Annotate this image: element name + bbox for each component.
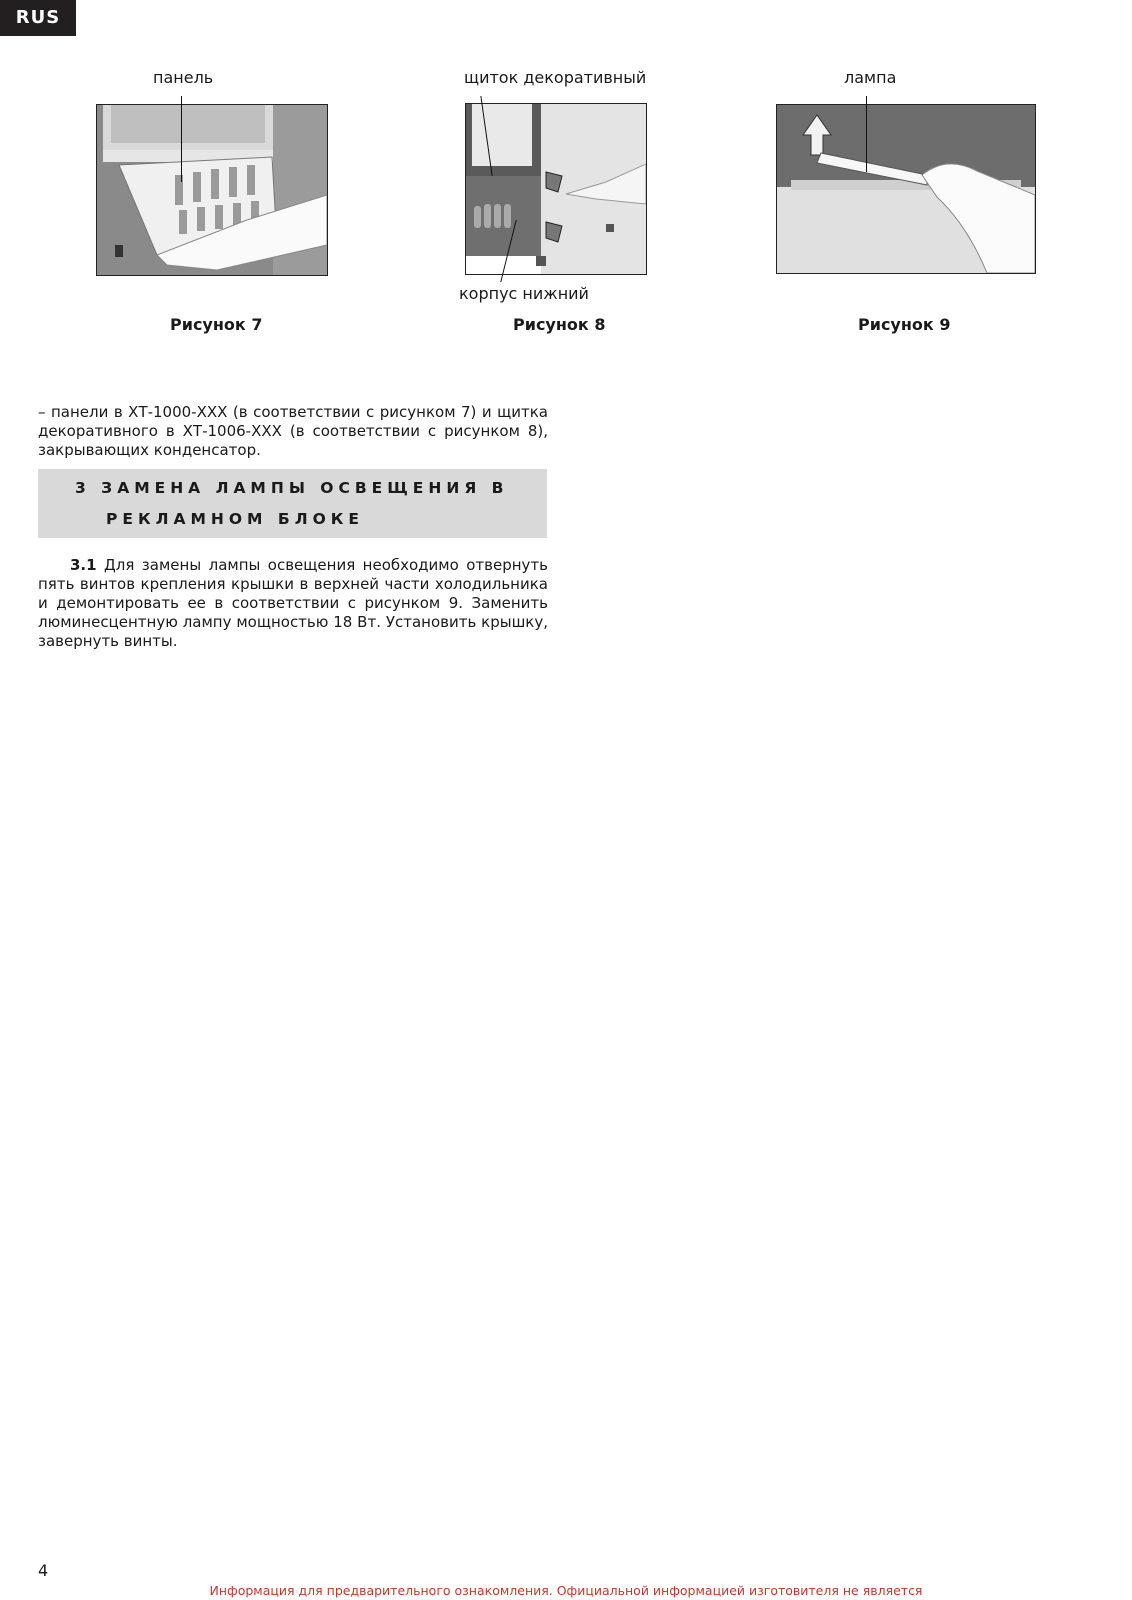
intro-paragraph: – панели в ХТ-1000-ХХХ (в соответствии с рисунком 7) и щитка декоративного в ХТ-1006-ХХХ (в соответствии с рисунком 8), закрывающих конденсатор. xyxy=(38,403,548,459)
figure-8-label-top: щиток декоративный xyxy=(464,68,647,87)
footer-disclaimer: Информация для предварительного ознакомления. Официальной информацией изготовителя не является xyxy=(209,1583,923,1598)
language-tab: RUS xyxy=(0,0,76,36)
section-paragraph-number: 3.1 xyxy=(70,556,97,574)
figure-8-caption: Рисунок 8 xyxy=(513,315,606,334)
section-paragraph xyxy=(38,556,548,651)
figure-7-photo xyxy=(96,104,328,276)
section-heading-line-1: 3 ЗАМЕНА ЛАМПЫ ОСВЕЩЕНИЯ В xyxy=(75,479,509,497)
figure-9-photo xyxy=(776,104,1036,274)
figure-8-label-bottom: корпус нижний xyxy=(459,284,589,303)
section-heading-line-2: РЕКЛАМНОМ БЛОКЕ xyxy=(106,510,365,528)
figure-9-leader xyxy=(866,96,867,172)
figure-8-photo xyxy=(465,103,647,275)
figure-9-caption: Рисунок 9 xyxy=(858,315,951,334)
section-paragraph-text: Для замены лампы освещения необходимо отвернуть пять винтов крепления крышки в верхней части холодильника и демонтировать ее в соответствии с рисунком 9. Заменить люминесцентную лампу мощностью 18 Вт. Установить крышку, завернуть винты. xyxy=(38,556,548,650)
figure-9-label: лампа xyxy=(844,68,897,87)
section-heading xyxy=(38,469,547,538)
page-number: 4 xyxy=(38,1561,49,1580)
figure-7-label: панель xyxy=(153,68,214,87)
figure-7-leader xyxy=(181,96,182,182)
figure-7-caption: Рисунок 7 xyxy=(170,315,263,334)
